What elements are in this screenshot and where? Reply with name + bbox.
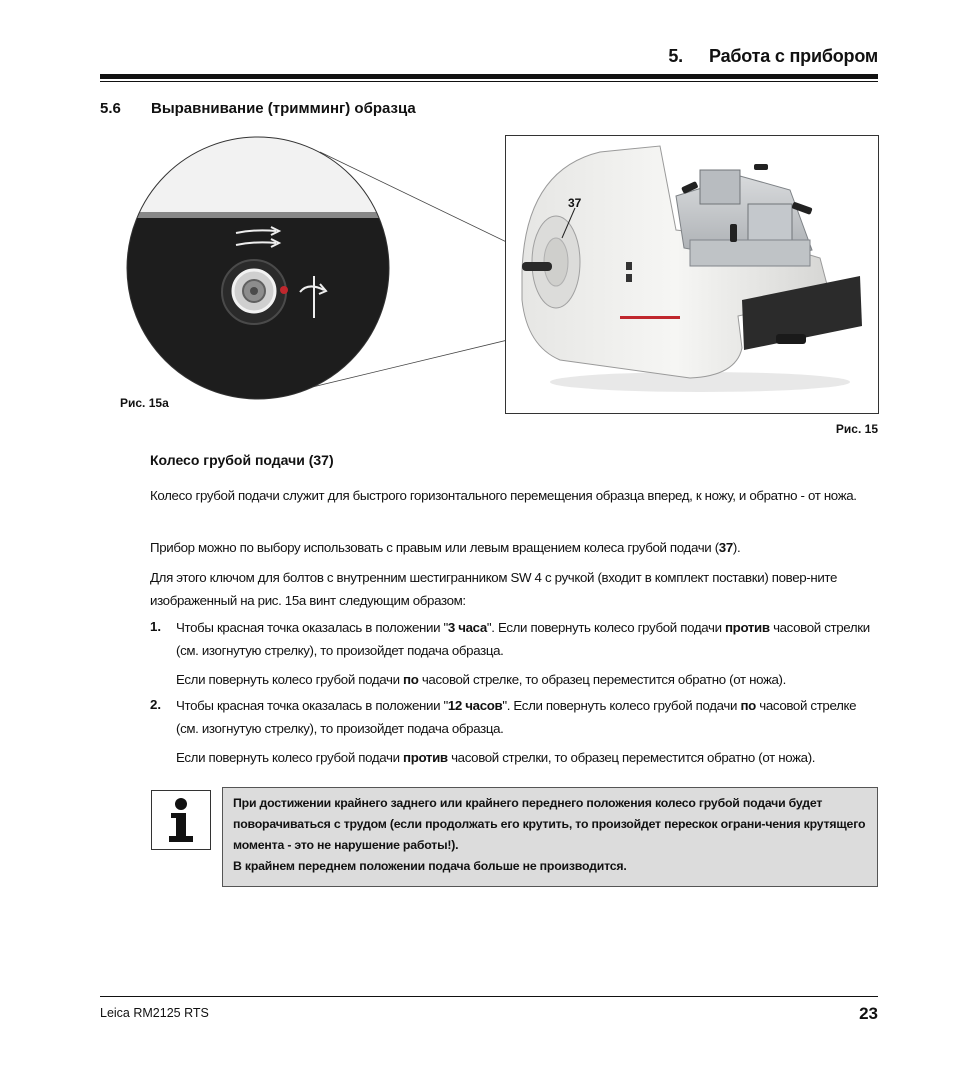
footer-rule [100, 996, 878, 997]
step-1-text: Чтобы красная точка оказалась в положении "3 часа". Если повернуть колесо грубой подачи против часовой стрелки (см. изогнутую стрелку), то произойдет подача образца. [176, 620, 870, 658]
page-number: 23 [859, 1004, 878, 1023]
note-line-1: При достижении крайнего заднего или крайнего переднего положения колесо грубой подачи будет поворачиваться с трудом (если продолжать его крутить, то произойдет перескок ограни-чения крутящего момента - это не нарушение работы!). [233, 796, 866, 852]
footer-product: Leica RM2125 RTS [100, 1006, 209, 1020]
note-line-2: В крайнем переднем положении подача больше не производится. [233, 859, 627, 873]
paragraph-2: Прибор можно по выбору использовать с правым или левым вращением колеса грубой подачи (37). [150, 540, 741, 555]
figure-caption-15a: Рис. 15a [120, 396, 169, 410]
chapter-title: Работа с прибором [709, 46, 878, 66]
step-1-number: 1. [150, 619, 162, 634]
note-text [233, 793, 873, 877]
paragraph-1: Колесо грубой подачи служит для быстрого горизонтального перемещения образца вперед, к ножу, и обратно - от ножа. [150, 488, 857, 503]
step-1-note: Если повернуть колесо грубой подачи по часовой стрелке, то образец переместится обратно (от ножа). [176, 672, 786, 687]
step-2-note: Если повернуть колесо грубой подачи против часовой стрелки, то образец переместится обратно (от ножа). [176, 750, 816, 765]
chapter-number: 5. [668, 46, 683, 66]
paragraph-3: Для этого ключом для болтов с внутренним шестигранником SW 4 с ручкой (входит в комплект поставки) повер-ните изображенный на рис. 15a винт следующим образом: [150, 570, 838, 608]
info-icon [152, 791, 210, 849]
section-title: Выравнивание (тримминг) образца [151, 100, 416, 117]
subheading: Колесо грубой подачи (37) [150, 452, 334, 468]
step-2-text: Чтобы красная точка оказалась в положении "12 часов". Если повернуть колесо грубой подачи по часовой стрелке (см. изогнутую стрелку), то произойдет подача образца. [176, 698, 857, 736]
step-2-number: 2. [150, 697, 162, 712]
figure-caption-15: Рис. 15 [835, 422, 878, 436]
info-icon-box [151, 790, 211, 850]
callout-37: 37 [568, 196, 582, 210]
section-number: 5.6 [100, 100, 121, 117]
figure-illustration [0, 0, 954, 440]
zoom-detail-circle [120, 130, 400, 410]
